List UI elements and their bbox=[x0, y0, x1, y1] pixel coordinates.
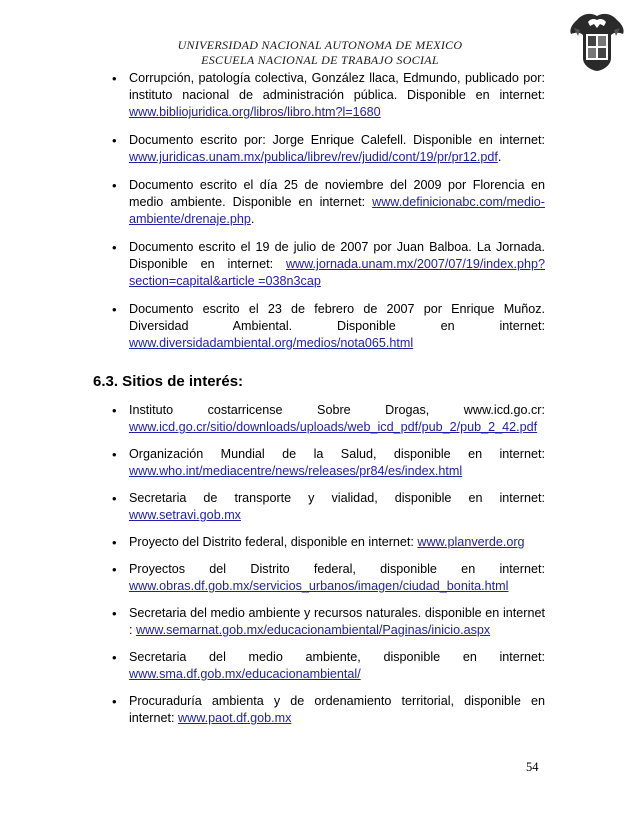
bullet-icon: • bbox=[112, 447, 117, 462]
site-text: Proyectos del Distrito federal, disponible en internet: bbox=[129, 562, 545, 576]
reference-text: Documento escrito el 23 de febrero de 2007 por Enrique Muñoz. Diversidad Ambiental. Disponible en internet: bbox=[129, 302, 545, 333]
bullet-icon: • bbox=[112, 240, 117, 255]
site-text: Secretaria del medio ambiente, disponible en internet: bbox=[129, 650, 545, 664]
page-content bbox=[93, 70, 545, 737]
site-link[interactable]: www.planverde.org bbox=[417, 535, 525, 549]
list-item bbox=[93, 561, 545, 595]
list-item bbox=[93, 649, 545, 683]
bullet-icon: • bbox=[112, 302, 117, 317]
list-item bbox=[93, 177, 545, 228]
bullet-icon: • bbox=[112, 562, 117, 577]
sites-list bbox=[93, 402, 545, 727]
site-text: Organización Mundial de la Salud, disponible en internet: bbox=[129, 447, 545, 461]
site-link[interactable]: www.icd.go.cr/sitio/downloads/uploads/web_icd_pdf/pub_2/pub_2_42.pdf bbox=[129, 420, 538, 434]
reference-text: Documento escrito por: Jorge Enrique Calefell. Disponible en internet: bbox=[129, 133, 545, 147]
list-item bbox=[93, 132, 545, 166]
site-link[interactable]: www.obras.df.gob.mx/servicios_urbanos/imagen/ciudad_bonita.html bbox=[129, 579, 509, 593]
bullet-icon: • bbox=[112, 650, 117, 665]
bullet-icon: • bbox=[112, 694, 117, 709]
bullet-icon: • bbox=[112, 71, 117, 86]
list-item bbox=[93, 70, 545, 121]
reference-suffix: . bbox=[497, 150, 502, 164]
page-number: 54 bbox=[526, 760, 539, 774]
list-item bbox=[93, 693, 545, 727]
header-university: UNIVERSIDAD NACIONAL AUTONOMA DE MEXICO bbox=[177, 38, 463, 52]
list-item bbox=[93, 301, 545, 352]
reference-text: Documento escrito el 19 de julio de 2007 por Juan Balboa. La Jornada. Disponible en internet: bbox=[129, 240, 545, 271]
bullet-icon: • bbox=[112, 535, 117, 550]
list-item bbox=[93, 239, 545, 290]
section-title: 6.3. Sitios de interés: bbox=[93, 373, 244, 390]
site-link[interactable]: www.who.int/mediacentre/news/releases/pr84/es/index.html bbox=[129, 464, 463, 478]
site-text: Instituto costarricense Sobre Drogas, www.icd.go.cr: bbox=[129, 403, 545, 417]
reference-link[interactable]: www.juridicas.unam.mx/publica/librev/rev/judid/cont/19/pr/pr12.pdf bbox=[129, 150, 498, 164]
bullet-icon: • bbox=[112, 491, 117, 506]
header-school: ESCUELA NACIONAL DE TRABAJO SOCIAL bbox=[201, 53, 439, 67]
reference-link[interactable]: www.definicionabc.com/medio-ambiente/drenaje.php bbox=[129, 195, 545, 226]
university-seal-icon bbox=[568, 10, 626, 72]
bullet-icon: • bbox=[112, 133, 117, 148]
list-item bbox=[93, 534, 545, 551]
list-item bbox=[93, 605, 545, 639]
reference-link[interactable]: www.jornada.unam.mx/2007/07/19/index.php?section=capital&article =038n3cap bbox=[129, 257, 545, 288]
site-link[interactable]: www.semarnat.gob.mx/educacionambiental/Paginas/inicio.aspx bbox=[136, 623, 491, 637]
bullet-icon: • bbox=[112, 403, 117, 418]
reference-suffix: . bbox=[250, 212, 255, 226]
reference-link[interactable]: www.diversidadambiental.org/medios/nota065.html bbox=[129, 336, 414, 350]
site-text: Proyecto del Distrito federal, disponible en internet: bbox=[129, 535, 418, 549]
bullet-icon: • bbox=[112, 178, 117, 193]
page-header bbox=[120, 38, 520, 68]
reference-text: Documento escrito el día 25 de noviembre del 2009 por Florencia en medio ambiente. Disponible en internet: bbox=[129, 178, 545, 209]
site-text: Procuraduría ambienta y de ordenamiento territorial, disponible en internet: bbox=[129, 694, 545, 725]
bullet-icon: • bbox=[112, 606, 117, 621]
site-link[interactable]: www.paot.df.gob.mx bbox=[178, 711, 292, 725]
site-text: Secretaria de transporte y vialidad, disponible en internet: bbox=[129, 491, 545, 505]
reference-text: Corrupción, patología colectiva, González llaca, Edmundo, publicado por: instituto nacional de administración pública. Disponible en internet: bbox=[129, 71, 545, 102]
site-link[interactable]: www.sma.df.gob.mx/educacionambiental/ bbox=[129, 667, 361, 681]
site-text: Secretaria del medio ambiente y recursos naturales. disponible en internet : bbox=[129, 606, 545, 637]
list-item bbox=[93, 402, 545, 436]
list-item bbox=[93, 490, 545, 524]
reference-link[interactable]: www.bibliojuridica.org/libros/libro.htm?l=1680 bbox=[129, 105, 381, 119]
site-link[interactable]: www.setravi.gob.mx bbox=[129, 508, 241, 522]
list-item bbox=[93, 446, 545, 480]
references-list bbox=[93, 70, 545, 352]
